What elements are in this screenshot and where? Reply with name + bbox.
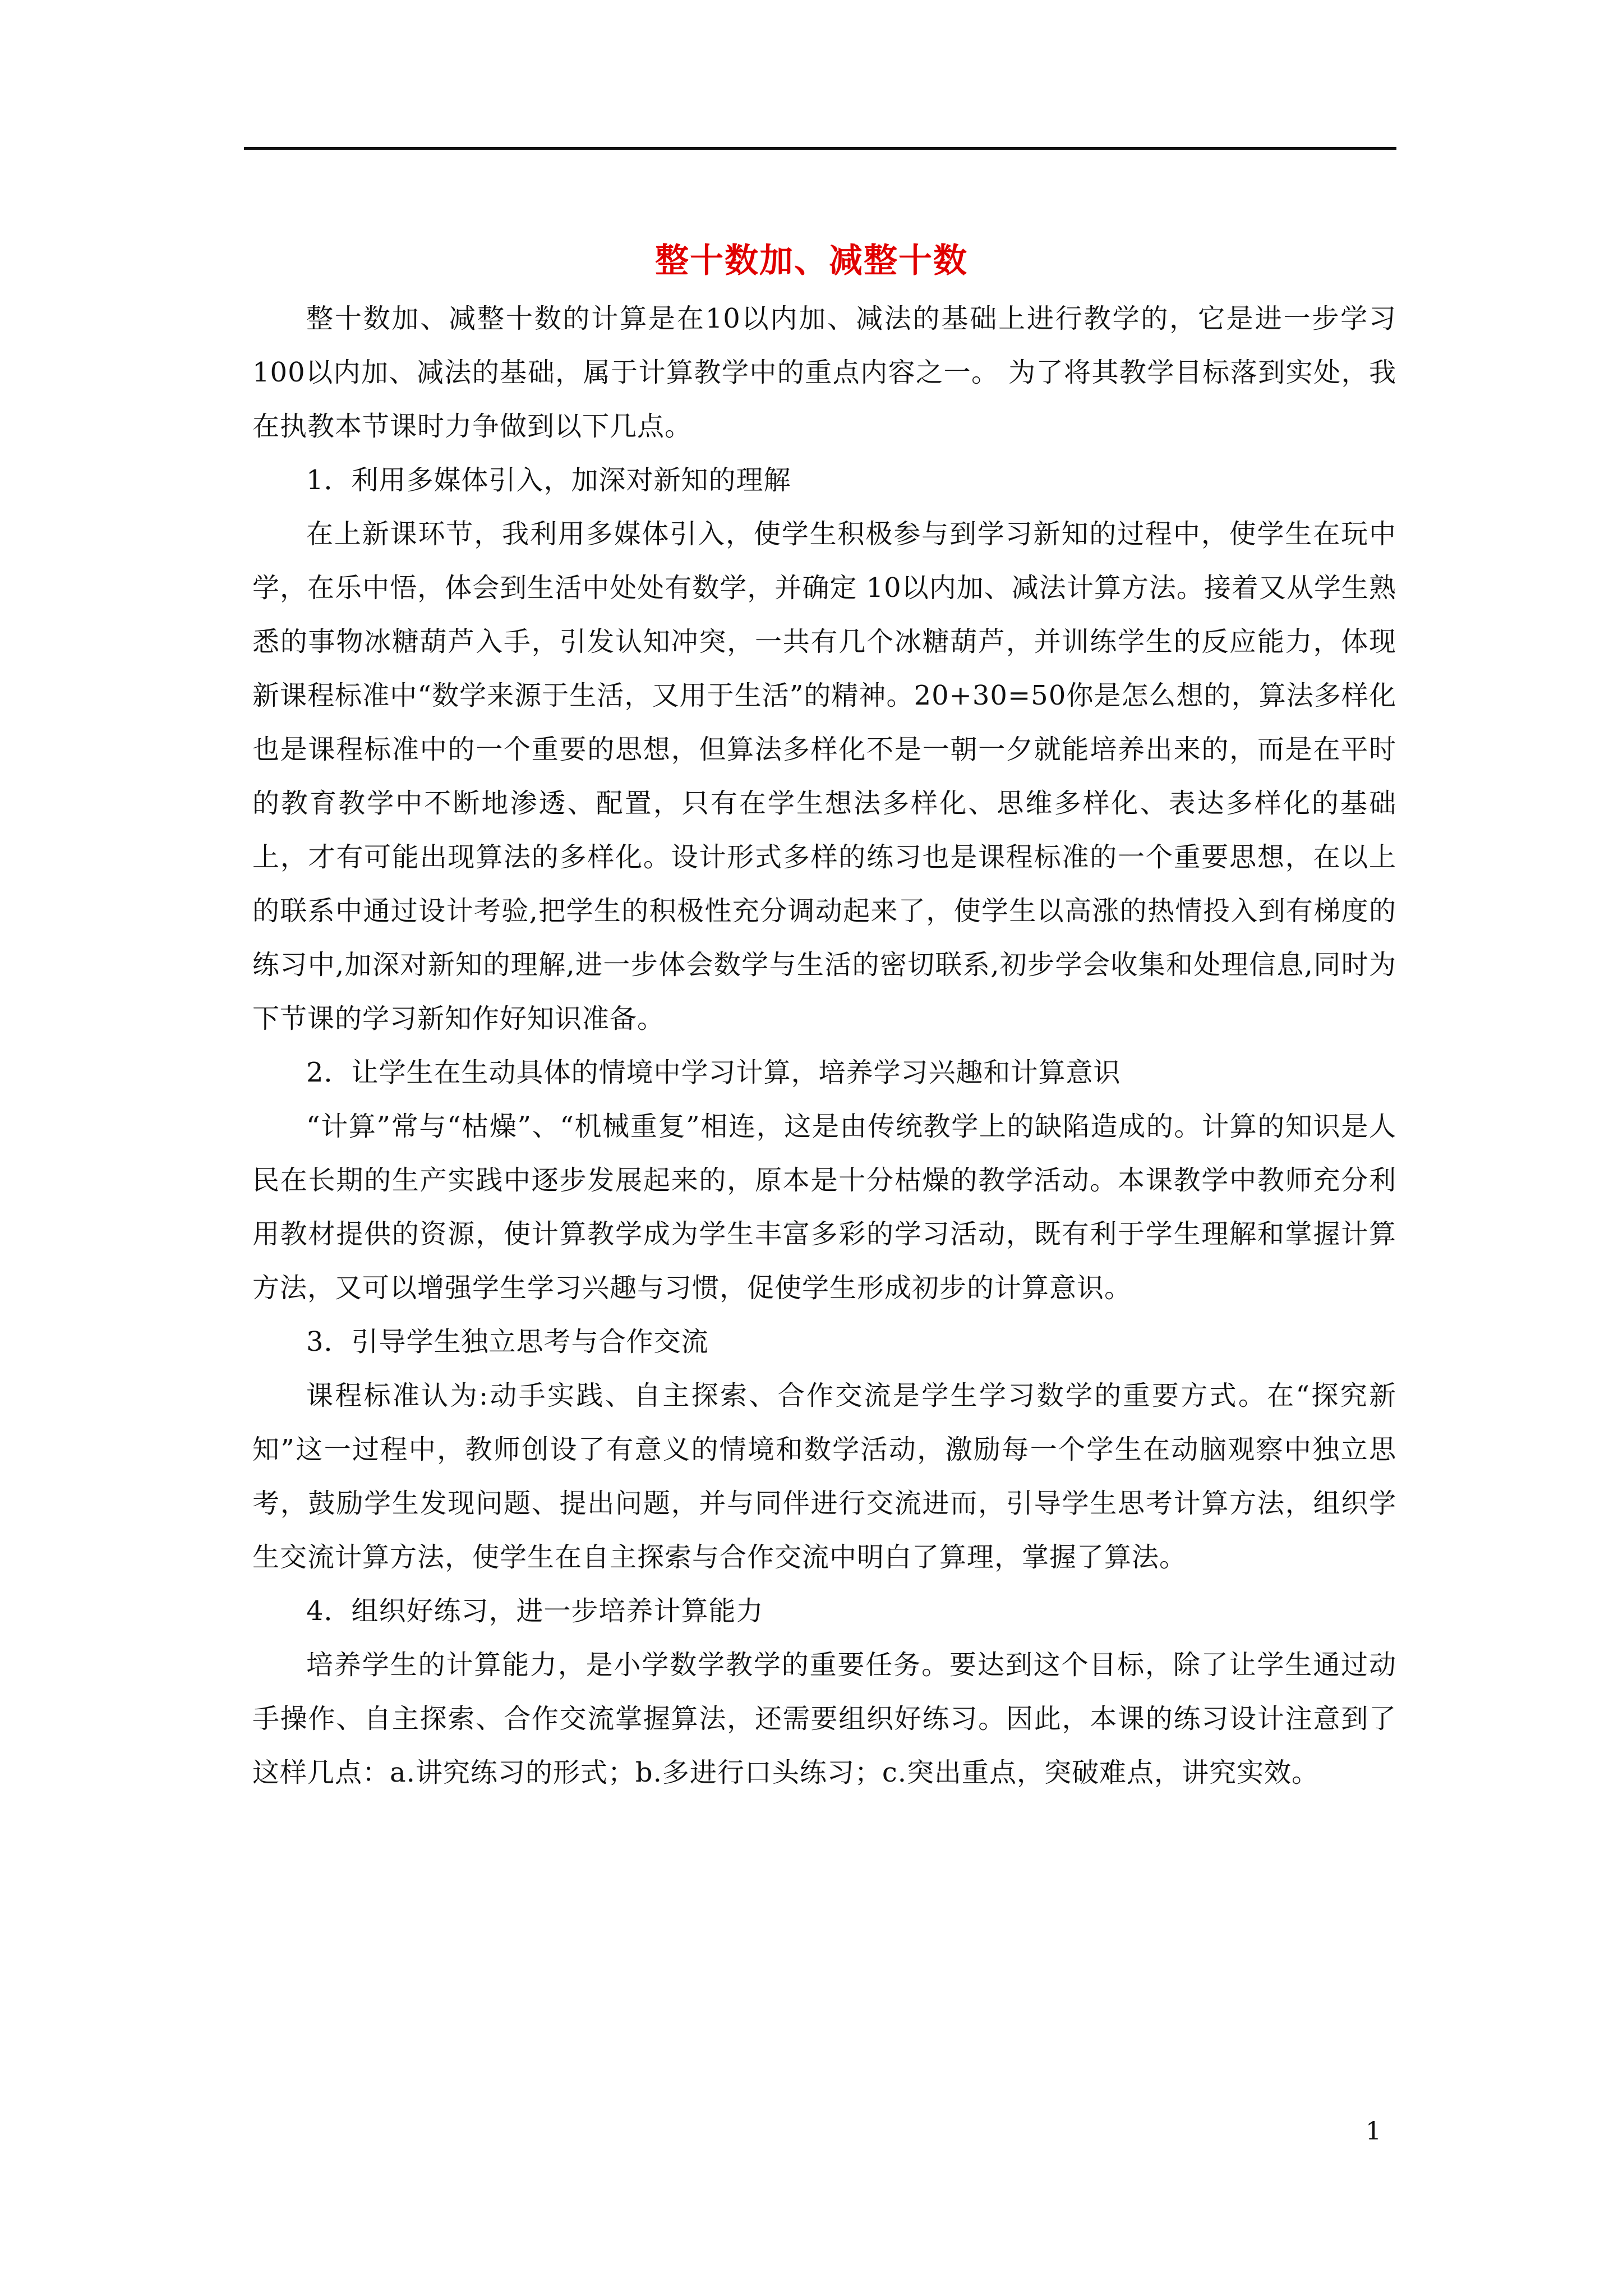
document-body [252, 292, 1396, 1800]
section-1-body: 在上新课环节，我利用多媒体引入，使学生积极参与到学习新知的过程中，使学生在玩中学，在乐中悟，体会到生活中处处有数学，并确定 10以内加、减法计算方法。接着又从学生熟悉的事物冰糖葫芦入手，引发认知冲突，一共有几个冰糖葫芦，并训练学生的反应能力，体现新课程标准中“数学来源于生活，又用于生活”的精神。20+30=50你是怎么想的，算法多样化也是课程标准中的一个重要的思想，但算法多样化不是一朝一夕就能培养出来的，而是在平时的教育教学中不断地渗透、配置，只有在学生想法多样化、思维多样化、表达多样化的基础上，才有可能出现算法的多样化。设计形式多样的练习也是课程标准的一个重要思想，在以上的联系中通过设计考验,把学生的积极性充分调动起来了，使学生以高涨的热情投入到有梯度的练习中,加深对新知的理解,进一步体会数学与生活的密切联系,初步学会收集和处理信息,同时为下节课的学习新知作好知识准备。 [252, 518, 1396, 1034]
page-number: 1 [1366, 2117, 1381, 2146]
section-4-body: 培养学生的计算能力，是小学数学教学的重要任务。要达到这个目标，除了让学生通过动手操作、自主探索、合作交流掌握算法，还需要组织好练习。因此，本课的练习设计注意到了这样几点：a.讲究练习的形式；b.多进行口头练习；c.突出重点，突破难点，讲究实效。 [252, 1649, 1396, 1788]
section-3-body: 课程标准认为:动手实践、自主探索、合作交流是学生学习数学的重要方式。在“探究新知”这一过程中，教师创设了有意义的情境和数学活动，激励每一个学生在动脑观察中独立思考，鼓励学生发现问题、提出问题，并与同伴进行交流进而，引导学生思考计算方法，组织学生交流计算方法，使学生在自主探索与合作交流中明白了算理，掌握了算法。 [252, 1380, 1396, 1573]
document-title: 整十数加、减整十数 [655, 241, 968, 281]
header-rule [244, 147, 1396, 150]
intro-paragraph: 整十数加、减整十数的计算是在10以内加、减法的基础上进行教学的，它是进一步学习100以内加、减法的基础，属于计算教学中的重点内容之一。 为了将其教学目标落到实处，我在执教本节课时力争做到以下几点。 [252, 303, 1396, 442]
section-1-heading: 1．利用多媒体引入，加深对新知的理解 [306, 464, 791, 496]
section-2-body: “计算”常与“枯燥”、“机械重复”相连，这是由传统教学上的缺陷造成的。计算的知识是人民在长期的生产实践中逐步发展起来的，原本是十分枯燥的教学活动。本课教学中教师充分利用教材提供的资源，使计算教学成为学生丰富多彩的学习活动，既有利于学生理解和掌握计算方法，又可以增强学生学习兴趣与习惯，促使学生形成初步的计算意识。 [252, 1111, 1396, 1304]
section-3-heading: 3．引导学生独立思考与合作交流 [306, 1326, 709, 1358]
section-4-heading: 4．组织好练习，进一步培养计算能力 [306, 1595, 764, 1627]
section-2-heading: 2．让学生在生动具体的情境中学习计算，培养学习兴趣和计算意识 [306, 1057, 1121, 1088]
